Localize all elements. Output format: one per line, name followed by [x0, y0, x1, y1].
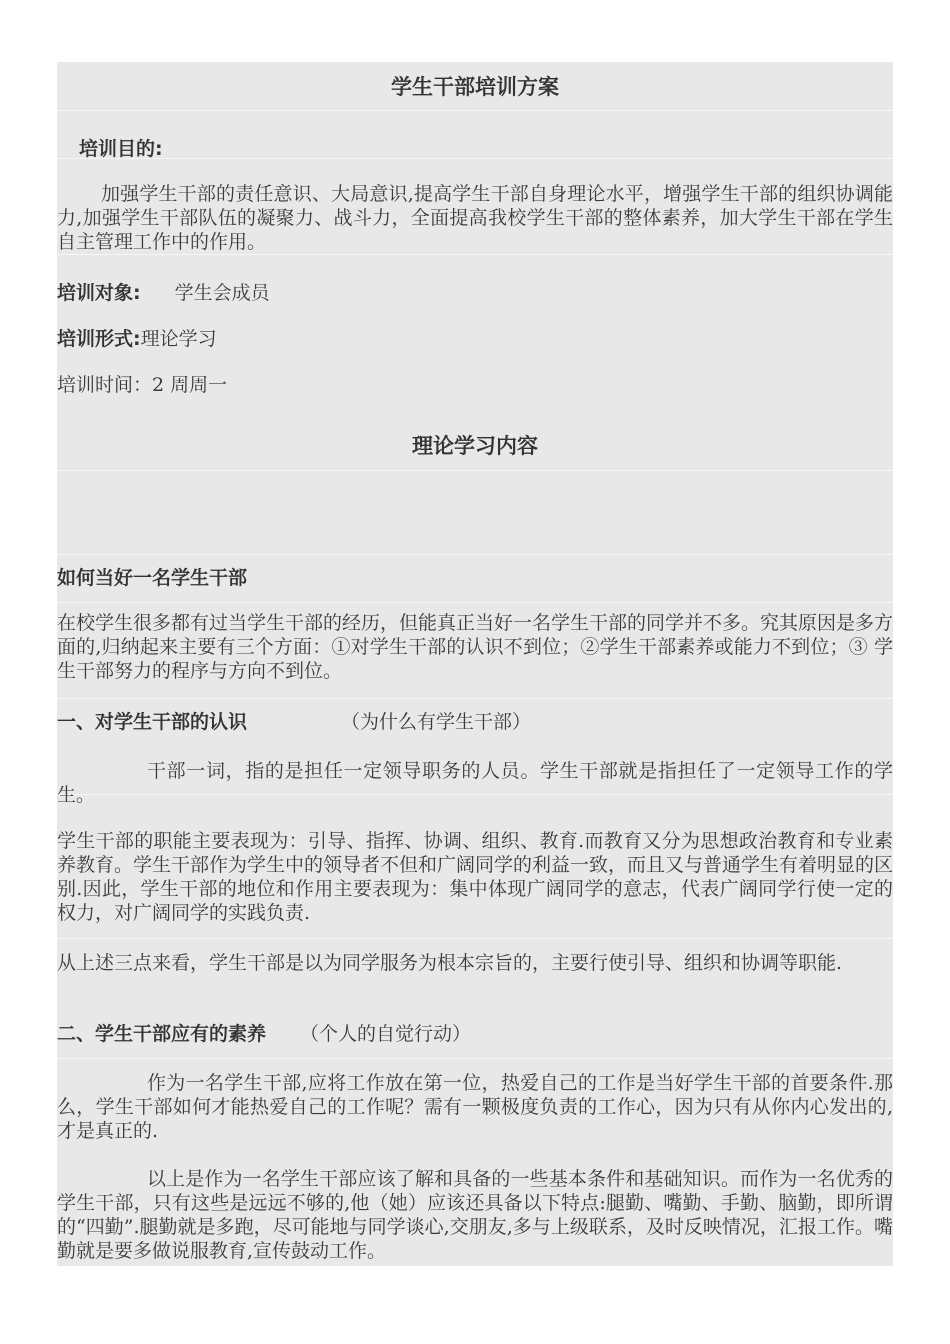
section-how-text: 在校学生很多都有过当学生干部的经历，但能真正当好一名学生干部的同学并不多。究其原因是多方面的,归纳起来主要有三个方面：①对学生干部的认识不到位；②学生干部素养或能力不到位；③ 学生干部努力的程序与方向不到位。: [57, 612, 894, 682]
section1-p3: 从上述三点来看，学生干部是以为同学服务为根本宗旨的，主要行使引导、组织和协调等职能.: [57, 952, 843, 974]
purpose-label: 培训目的:: [79, 138, 163, 160]
section1-heading: 一、对学生干部的认识: [57, 711, 248, 733]
target-value: 学生会成员: [174, 282, 270, 304]
section2-note: （个人的自觉行动）: [300, 1023, 472, 1045]
document-title: 学生干部培训方案: [391, 75, 559, 99]
content-title: 理论学习内容: [412, 434, 538, 458]
target-label: 培训对象:: [57, 282, 141, 304]
document-page: [57, 62, 893, 1266]
form-label: 培训形式:: [57, 328, 141, 350]
form-line: [57, 327, 893, 351]
section-how-heading: 如何当好一名学生干部: [57, 567, 248, 589]
section1-p2: 学生干部的职能主要表现为：引导、指挥、协调、组织、教育.而教育又分为思想政治教育和专业素养教育。学生干部作为学生中的领导者不但和广阔同学的利益一致，而且又与普通学生有着明显的区别.因此，学生干部的地位和作用主要表现为：集中体现广阔同学的意志，代表广阔同学行使一定的权力，对广阔同学的实践负责.: [57, 830, 894, 924]
section2-heading-line: [57, 1022, 893, 1046]
section1-p1: 干部一词，指的是担任一定领导职务的人员。学生干部就是指担任了一定领导工作的学生。: [57, 760, 893, 806]
time-line: 培训时间：2 周周一: [57, 374, 228, 396]
section2-p1: 作为一名学生干部,应将工作放在第一位，热爱自己的工作是当好学生干部的首要条件.那么，学生干部如何才能热爱自己的工作呢？需有一颗极度负责的工作心，因为只有从你内心发出的,才是真正的.: [57, 1072, 893, 1142]
section1-note: （为什么有学生干部）: [341, 711, 532, 733]
section1-heading-line: [57, 710, 893, 734]
form-value: 理论学习: [140, 328, 217, 350]
purpose-text: 加强学生干部的责任意识、大局意识,提高学生干部自身理论水平，增强学生干部的组织协调能力,加强学生干部队伍的凝聚力、战斗力，全面提高我校学生干部的整体素养，加大学生干部在学生自主管理工作中的作用。: [57, 183, 893, 253]
section2-p2: 以上是作为一名学生干部应该了解和具备的一些基本条件和基础知识。而作为一名优秀的学生干部，只有这些是远远不够的,他（她）应该还具备以下特点:腿勤、嘴勤、手勤、脑勤，即所谓的“四勤”.腿勤就是多跑，尽可能地与同学谈心,交朋友,多与上级联系，及时反映情况，汇报工作。嘴勤就是要多做说服教育,宣传鼓动工作。: [57, 1168, 893, 1262]
section2-heading: 二、学生干部应有的素养: [57, 1023, 267, 1045]
target-line: [57, 281, 893, 305]
